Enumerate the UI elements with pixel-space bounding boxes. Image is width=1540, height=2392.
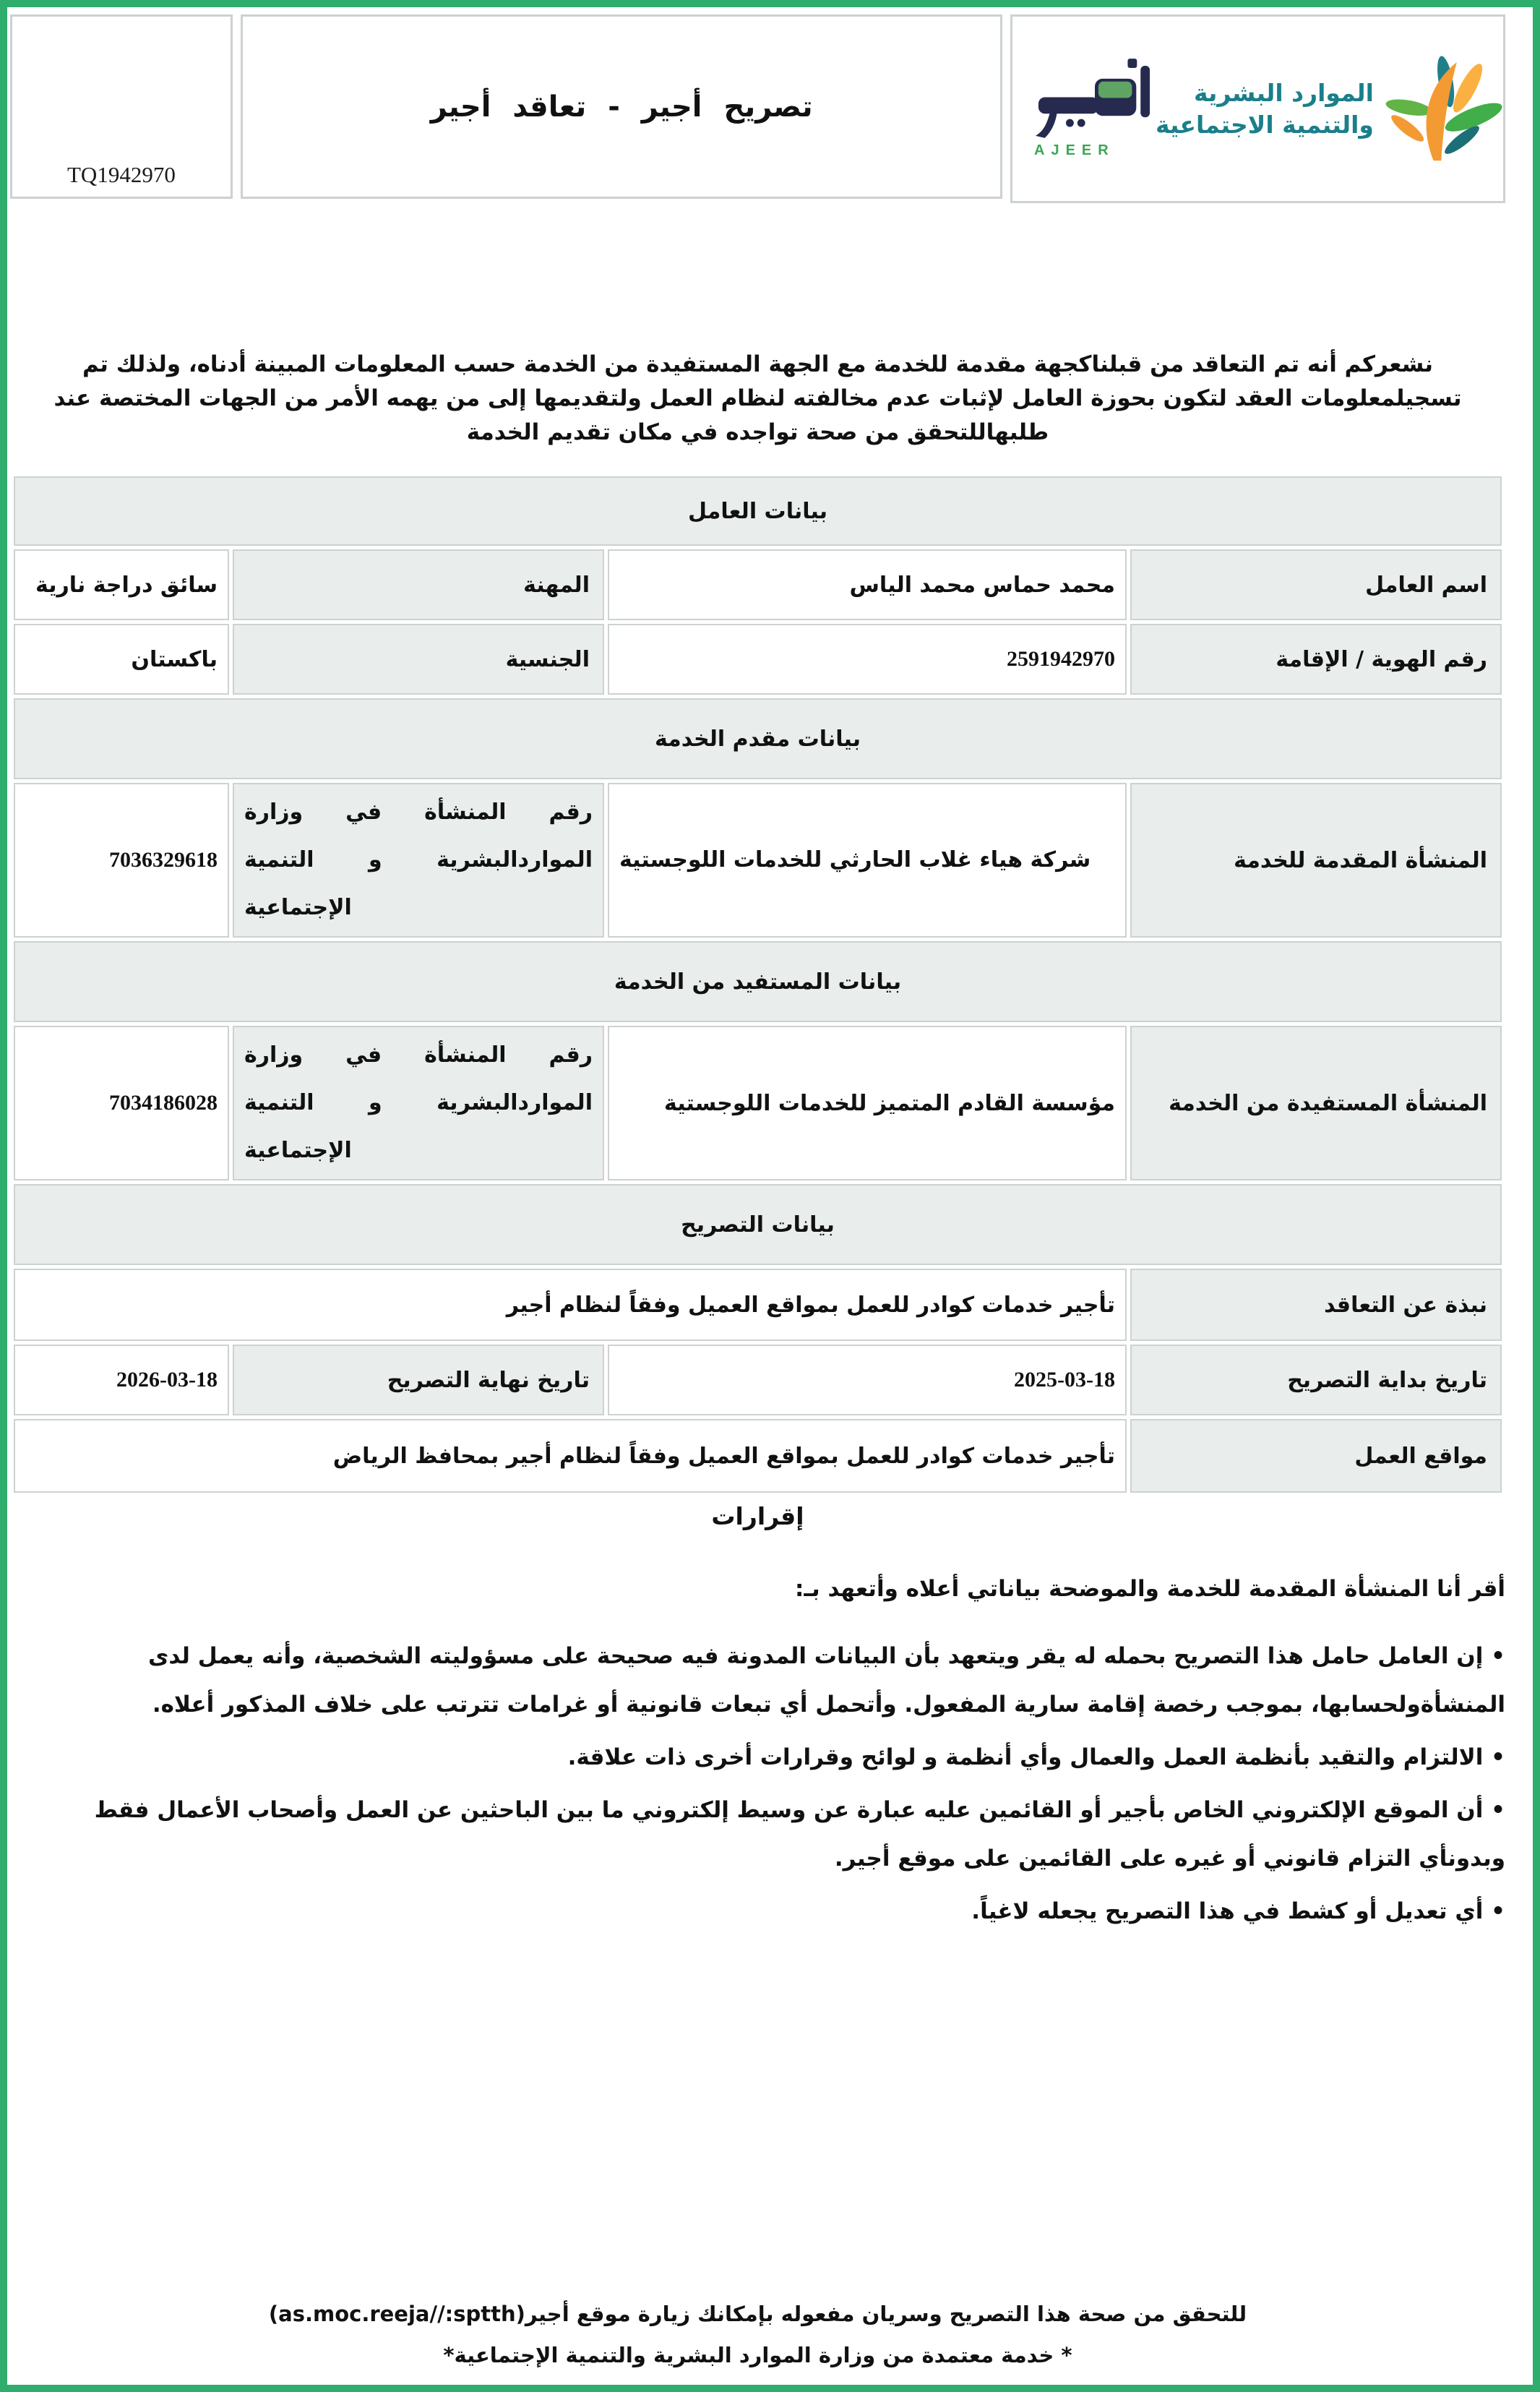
permit-number: TQ1942970	[67, 162, 176, 187]
contract-summary-value: تأجير خدمات كوادر للعمل بمواقع العميل وفقاً لنظام أجير	[14, 1269, 1127, 1341]
logos-box	[1010, 14, 1505, 203]
beneficiary-number-label: رقم المنشأة في وزارة المواردالبشرية و التنمية الإجتماعية	[233, 1026, 604, 1180]
ministry-emblem-icon	[1381, 56, 1505, 163]
id-value: 2591942970	[608, 624, 1127, 695]
work-locations-label: مواقع العمل	[1130, 1419, 1502, 1493]
table-row	[14, 549, 1502, 620]
footer-verify-line	[10, 2294, 1505, 2335]
work-locations-value: تأجير خدمات كوادر للعمل بمواقع العميل وفقاً لنظام أجير بمحافظ الرياض	[14, 1419, 1127, 1493]
profession-label: المهنة	[233, 549, 604, 620]
footer-verify-url: (as.moc.reeja//:sptth)	[268, 2302, 525, 2326]
section-title-provider: بيانات مقدم الخدمة	[14, 698, 1502, 779]
ministry-name	[1156, 77, 1374, 141]
start-date-value: 2025-03-18	[608, 1345, 1127, 1415]
provider-number-label: رقم المنشأة في وزارة المواردالبشرية و التنمية الإجتماعية	[233, 783, 604, 938]
declaration-item: • أي تعديل أو كشط في هذا التصريح يجعله لاغياً.	[10, 1887, 1505, 1936]
title-box	[241, 14, 1002, 199]
end-date-label: تاريخ نهاية التصريح	[233, 1345, 604, 1415]
section-row-provider	[14, 698, 1502, 779]
ajeer-latin-label: AJEER	[1034, 142, 1115, 158]
declaration-item: • الالتزام والتقيد بأنظمة العمل والعمال وأي أنظمة و لوائح وقرارات أخرى ذات علاقة.	[10, 1733, 1505, 1782]
nationality-value: باكستان	[14, 624, 229, 695]
end-date-value: 2026-03-18	[14, 1345, 229, 1415]
declarations-block	[10, 1565, 1505, 1936]
ajeer-wordmark-icon	[1034, 59, 1156, 140]
table-row	[14, 1345, 1502, 1415]
nationality-label: الجنسية	[233, 624, 604, 695]
profession-value: سائق دراجة نارية	[14, 549, 229, 620]
provider-number-value: 7036329618	[14, 783, 229, 938]
footer	[10, 2294, 1505, 2376]
declaration-item: • إن العامل حامل هذا التصريح بحمله له يقر ويتعهد بأن البيانات المدونة فيه صحيحة على مسؤوليته الشخصية، وأنه يعمل لدى المنشأةولحسابها، بموجب رخصة إقامة سارية المفعول. وأتحمل أي تبعات قانونية أو غرامات تترتب على خلاف المذكور أعلاه.	[10, 1632, 1505, 1729]
ministry-logo	[1156, 56, 1505, 163]
section-row-permit	[14, 1184, 1502, 1265]
section-row-worker	[14, 476, 1502, 546]
permit-number-box	[10, 14, 233, 199]
table-row	[14, 783, 1502, 938]
provider-establishment-value: شركة هياء غلاب الحارثي للخدمات اللوجستية	[608, 783, 1127, 938]
provider-establishment-label: المنشأة المقدمة للخدمة	[1130, 783, 1502, 938]
beneficiary-establishment-label: المنشأة المستفيدة من الخدمة	[1130, 1026, 1502, 1180]
section-title-worker: بيانات العامل	[14, 476, 1502, 546]
beneficiary-number-value: 7034186028	[14, 1026, 229, 1180]
section-title-permit: بيانات التصريح	[14, 1184, 1502, 1265]
table-row	[14, 1026, 1502, 1180]
table-row	[14, 624, 1502, 695]
page-title: تصريح أجير - تعاقد أجير	[430, 90, 813, 124]
ministry-name-line1: الموارد البشرية	[1194, 78, 1374, 107]
section-title-beneficiary: بيانات المستفيد من الخدمة	[14, 941, 1502, 1022]
intro-paragraph: نشعركم أنه تم التعاقد من قبلناكجهة مقدمة للخدمة مع الجهة المستفيدة من الخدمة حسب المعلومات المبينة أدناه، ولذلك تم تسجيلمعلومات العقد لتكون بحوزة العامل لإثبات عدم مخالفته لنظام العمل ولتقديمها إلى من يهمه الأمر من الجهات المختصة عند طلبهاللتحقق من صحة تواجده في مكان تقديم الخدمة	[53, 351, 1462, 445]
beneficiary-establishment-value: مؤسسة القادم المتميز للخدمات اللوجستية	[608, 1026, 1127, 1180]
worker-name-value: محمد حماس محمد الياس	[608, 549, 1127, 620]
declaration-item: • أن الموقع الإلكتروني الخاص بأجير أو القائمين عليه عبارة عن وسيط إلكتروني ما بين الباحثين عن العمل وأصحاب الأعمال فقط وبدونأي التزام قانوني أو غيره على القائمين على موقع أجير.	[10, 1786, 1505, 1883]
worker-name-label: اسم العامل	[1130, 549, 1502, 620]
permit-info-table	[10, 473, 1505, 1496]
footer-verify-text: للتحقق من صحة هذا التصريح وسريان مفعوله بإمكانك زيارة موقع أجير	[525, 2302, 1247, 2326]
section-row-beneficiary	[14, 941, 1502, 1022]
start-date-label: تاريخ بداية التصريح	[1130, 1345, 1502, 1415]
ministry-name-line2: والتنمية الاجتماعية	[1156, 110, 1374, 139]
footer-accreditation-line: * خدمة معتمدة من وزارة الموارد البشرية والتنمية الإجتماعية*	[443, 2343, 1072, 2367]
header	[10, 13, 1505, 203]
contract-summary-label: نبذة عن التعاقد	[1130, 1269, 1502, 1341]
ajeer-logo-icon	[1034, 59, 1156, 159]
declarations-heading: إقرارات	[711, 1502, 804, 1530]
table-row	[14, 1419, 1502, 1493]
table-row	[14, 1269, 1502, 1341]
declarations-intro: أقر أنا المنشأة المقدمة للخدمة والموضحة بياناتي أعلاه وأتعهد بـ:	[795, 1576, 1505, 1602]
id-label: رقم الهوية / الإقامة	[1130, 624, 1502, 695]
